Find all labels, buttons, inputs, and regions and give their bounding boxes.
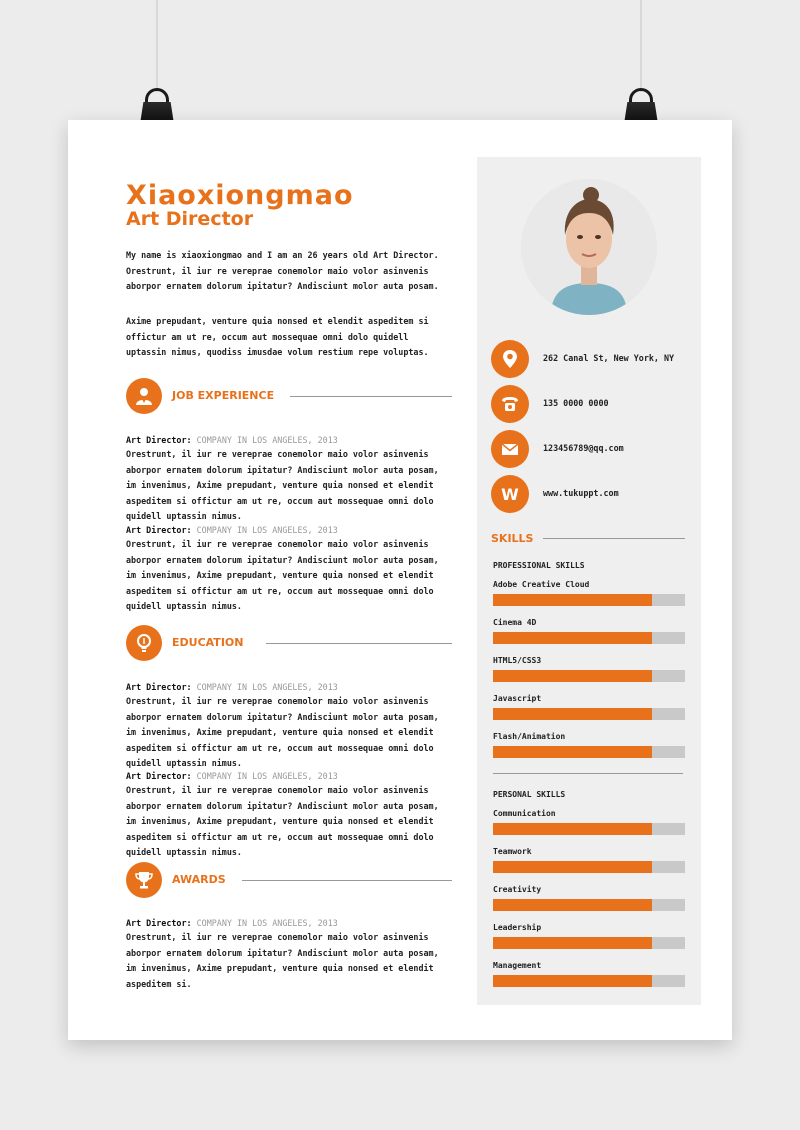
skill-level-fill [493,861,652,873]
section-awards [126,862,452,898]
profile-photo [521,179,657,315]
skill-track [493,861,685,873]
address-text: 262 Canal St, New York, NY [543,353,675,363]
skills-title: SKILLS [491,532,534,545]
trophy-icon [126,862,162,898]
entry-text: Orestrunt, il iur re vereprae conemolor maio volor asinvenis aborpor ernatem dolorum ipitatur? Andisciunt molor auta posam, im invenimus, Axime prepudant, venture quia nonsed et elendit aspeditem si. [126,932,439,989]
skill-track [493,899,685,911]
personal-skills-title: PERSONAL SKILLS [493,790,566,799]
location-pin-icon [491,340,529,378]
entry-text: Orestrunt, il iur re vereprae conemolor maio volor asinvenis aborpor ernatem dolorum ipitatur? Andisciunt molor auta posam, im invenimus, Axime prepudant, venture quia nonsed et elendit aspeditem si offictur am ut re, occum aut mossequae omni dolo quidell uptassin nimus. [126,785,439,857]
skill-level-fill [493,632,652,644]
skill-level-fill [493,899,652,911]
skill-name: Creativity [493,885,542,894]
skill-track [493,670,685,682]
intro-paragraph-2: Axime prepudant, venture quia nonsed et elendit aspeditem si offictur am ut re, occum aut mossequae omni dolo quidell uptassin nimus, quodiss imusdae volum restium repe voluptas. [126,316,429,357]
section-education [126,625,452,661]
skill-level-fill [493,937,652,949]
email-text: 123456789@qq.com [543,443,624,453]
applicant-title: Art Director [126,208,254,230]
entry-role: Art Director: [126,918,192,928]
job-entry-2 [126,523,452,613]
entry-text: Orestrunt, il iur re vereprae conemolor maio volor asinvenis aborpor ernatem dolorum ipitatur? Andisciunt molor auta posam, im invenimus, Axime prepudant, venture quia nonsed et elendit aspeditem si offictur am ut re, occum aut mossequae omni dolo quidell uptassin nimus. [126,696,439,768]
entry-company: COMPANY IN LOS ANGELES, 2013 [196,682,338,692]
skill-name: Management [493,961,542,970]
sidebar-panel [477,157,701,1005]
skill-track [493,746,685,758]
hanging-wire-right [640,0,642,92]
entry-company: COMPANY IN LOS ANGELES, 2013 [196,435,338,445]
contact-email [491,430,697,470]
skill-bar-row [493,847,685,877]
skill-level-fill [493,823,652,835]
skill-track [493,975,685,987]
skill-track [493,823,685,835]
applicant-name: Xiaoxiongmao [126,180,354,211]
skill-level-fill [493,708,652,720]
entry-role: Art Director: [126,525,192,535]
skill-name: Flash/Animation [493,732,566,741]
phone-icon [491,385,529,423]
skill-track [493,632,685,644]
job-entry-1 [126,433,452,523]
skill-bar-row [493,961,685,991]
section-divider [266,643,452,644]
skill-name: Cinema 4D [493,618,537,627]
entry-company: COMPANY IN LOS ANGELES, 2013 [196,771,338,781]
hanging-wire-left [156,0,158,92]
award-entry [126,916,452,996]
entry-company: COMPANY IN LOS ANGELES, 2013 [196,525,338,535]
skill-level-fill [493,594,652,606]
skill-name: Adobe Creative Cloud [493,580,590,589]
skill-bar-row [493,656,685,686]
section-divider [290,396,452,397]
phone-text: 135 0000 0000 [543,398,609,408]
skill-level-fill [493,975,652,987]
skill-bar-row [493,923,685,953]
skill-name: Leadership [493,923,542,932]
section-job-experience [126,378,452,414]
entry-company: COMPANY IN LOS ANGELES, 2013 [196,918,338,928]
lightbulb-icon [126,625,162,661]
contact-phone [491,385,697,425]
section-label: EDUCATION [172,636,244,649]
skills-separator [493,773,683,774]
professional-skills-title: PROFESSIONAL SKILLS [493,561,585,570]
section-label: AWARDS [172,873,226,886]
entry-text: Orestrunt, il iur re vereprae conemolor maio volor asinvenis aborpor ernatem dolorum ipitatur? Andisciunt molor auta posam, im invenimus, Axime prepudant, venture quia nonsed et elendit aspeditem si offictur am ut re, occum aut mossequae omni dolo quidell uptassin nimus. [126,539,439,611]
entry-role: Art Director: [126,682,192,692]
education-entry-1 [126,680,452,770]
skill-bar-row [493,580,685,610]
web-text: www.tukuppt.com [543,488,619,498]
skill-track [493,594,685,606]
skills-divider [543,538,685,539]
skill-bar-row [493,732,685,762]
skill-name: HTML5/CSS3 [493,656,542,665]
skill-bar-row [493,694,685,724]
envelope-icon [491,430,529,468]
skill-track [493,708,685,720]
skill-name: Teamwork [493,847,532,856]
section-divider [242,880,452,881]
skill-bar-row [493,618,685,648]
resume-sheet [68,120,732,1040]
skill-track [493,937,685,949]
section-label: JOB EXPERIENCE [172,389,275,402]
contact-address [491,340,697,380]
svg-text:W: W [501,485,519,504]
skill-bar-row [493,809,685,839]
skill-level-fill [493,746,652,758]
skill-bar-row [493,885,685,915]
education-entry-2 [126,769,452,859]
intro-paragraph-1: My name is xiaoxiongmao and I am an 26 years old Art Director. Orestrunt, il iur re vereprae conemolor maio volor asinvenis aborpor ernatem dolorum ipitatur? Andisciunt molor auta posam. [126,250,439,291]
skill-name: Javascript [493,694,542,703]
skill-level-fill [493,670,652,682]
skill-name: Communication [493,809,556,818]
contact-web [491,475,697,515]
entry-role: Art Director: [126,771,192,781]
web-icon [491,475,529,513]
entry-role: Art Director: [126,435,192,445]
person-icon [126,378,162,414]
entry-text: Orestrunt, il iur re vereprae conemolor maio volor asinvenis aborpor ernatem dolorum ipitatur? Andisciunt molor auta posam, im invenimus, Axime prepudant, venture quia nonsed et elendit aspeditem si offictur am ut re, occum aut mossequae omni dolo quidell uptassin nimus. [126,449,439,521]
